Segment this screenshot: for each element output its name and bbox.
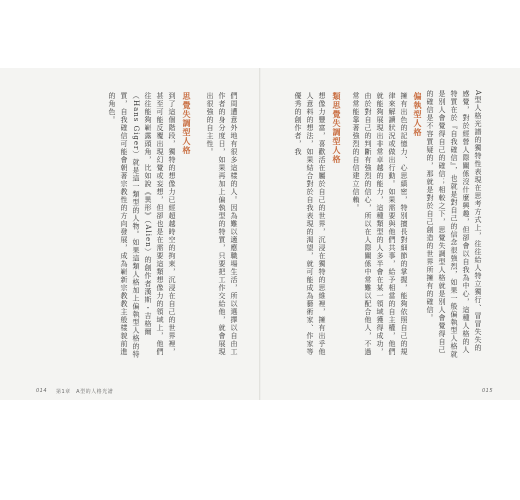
left-running-head: 第1章 A型的人格光譜 [56,389,114,395]
right-intro-paragraph: A型人格光譜的獨特性表現在思考方式上，往往給人特立獨行、冒冒失失的感覺，對於經營人際關係沒什麼興趣，但卻會以自我為中心，這種人格的人特質在於『自我確信』，也就是對自己的信念很強烈，如果一般偏執型人格就是別人會覺得自己的確信；相較之下，思覺失調型人格就是別人會覺得自己的確信是不容質疑的，那就是對於自己創造的世界所擁有的確信。 [426,90,482,359]
schizoid-paragraph: 想像力豐富，喜歡活在屬於自己的世界，沉浸在獨特的思維裡，擁有出乎他人意料的想法，如果結合對於自我表現的渴望，就可能成為藝術家、作家等優秀的創作者，我 [294,92,326,356]
heading-paranoid-personality: 偏執型人格 [413,92,423,137]
paranoid-paragraph: 擁有出色的記憶力、心思縝密，特別擅長對細節的掌握，能夠依照自己的規律來解讀狀況或做出行動。如果需要與他們共事，給予相當的自主權，他們就能夠展現出非常卓越的能力，這種類型的人多半會在某一領域獲得成功，由於對自己的判斷有強烈的信心，所以在人際關係中常難以配合他人，不過常常能靠著強烈的自信建立信賴。 [352,92,408,356]
heading-schizotypal-personality: 思覺失調型人格 [182,92,192,155]
heading-schizoid-personality: 類思覺失調型人格 [332,92,342,164]
book-gutter [259,68,261,400]
left-carryover-paragraph: 們周遭意外地有很多這樣的人。因為難以適應職場生活，所以選擇以自由工作者的身分度日，如果再加上偏執型的特質，只要把工作交給他，就會展現出很強的自主性。 [206,92,238,356]
right-page-number: 015 [482,388,494,394]
schizotypal-paragraph: 到了這個階段，獨特的想像力已經超越時空的拘束，沉浸在自己的世界裡，甚至可能反覆出現幻覺或妄想，但卻也是在需要這類想像力的領域上，他們往往能夠嶄露頭角，比如說《異形》（Alien）的創作者漢斯・吉格爾（Hans Giger）就是這一類型的人物。如果這類人格加上偏執型人格的特質，自我確信可能會朝著宗教性的方向發展，成為嶄新宗教教主般樣貌前進的角色。 [108,92,176,359]
left-page-number: 014 [36,388,48,394]
